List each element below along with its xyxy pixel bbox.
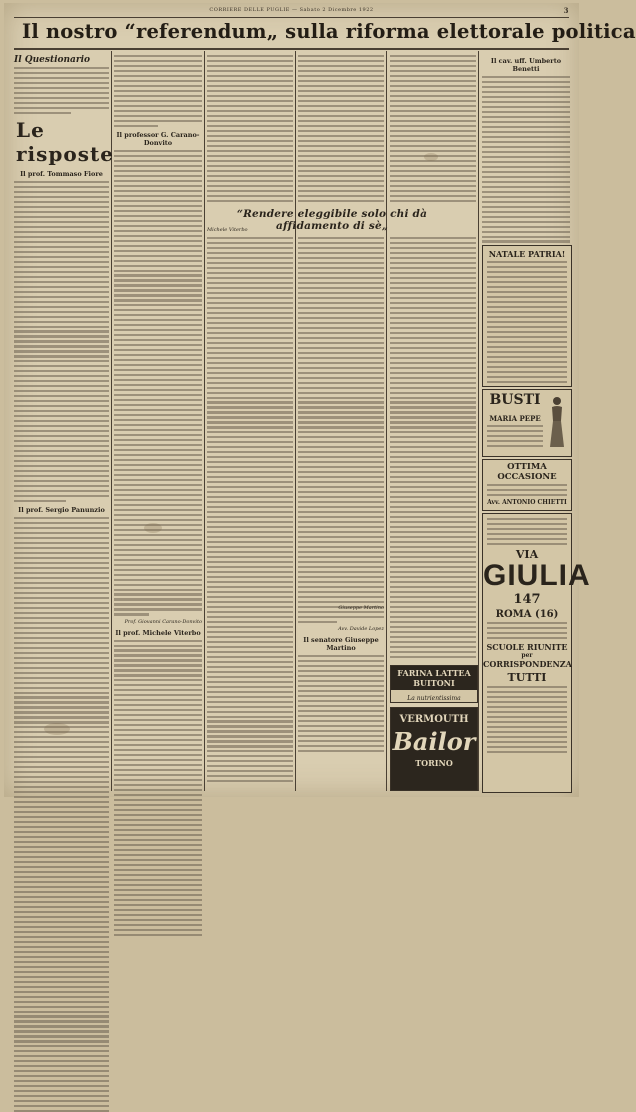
newspaper-page: [4, 3, 636, 797]
text-block: [114, 640, 202, 936]
text-block: [390, 55, 476, 202]
buitoni-ad: [390, 665, 478, 703]
column-5: [482, 53, 570, 243]
column-4b: [390, 235, 476, 659]
page-number: 3: [563, 6, 569, 15]
column-2: [114, 53, 202, 793]
column-rule: [386, 51, 387, 791]
text-block: [114, 55, 202, 127]
questionnaire-subhead: Il Questionario: [14, 55, 91, 65]
column-4-bottom: [298, 603, 384, 643]
byline: Il prof. Sergio Panunzio: [18, 506, 105, 515]
text-block: [207, 237, 293, 782]
top-rule: [14, 17, 569, 18]
main-headline: Il nostro “referendum„ sulla riforma elettorale politica: [22, 20, 636, 43]
section-headline: “Rendere eleggibile solo chi dà affidamento di sè„: [236, 208, 428, 232]
text-block: [483, 261, 571, 383]
giulia-number: 147: [513, 592, 541, 608]
vermouth-ad: [390, 707, 478, 791]
text-block: [14, 67, 109, 114]
natale-title: NATALE PATRIA!: [488, 249, 566, 259]
column-rule: [295, 51, 296, 791]
column-rule: [204, 51, 205, 791]
text-block: [482, 76, 570, 268]
giulia-school: SCUOLE RIUNITE: [486, 642, 568, 653]
giulia-title: GIULIA: [483, 559, 591, 593]
column-3-upper: [207, 53, 293, 203]
vermouth-brand: Bailor: [392, 727, 476, 756]
signature: Avv. Davide Lopez: [338, 625, 384, 632]
text-block: [390, 237, 476, 658]
byline: Il prof. Michele Viterbo: [115, 628, 201, 637]
text-block: [483, 686, 571, 753]
giulia-per: per: [521, 652, 533, 660]
text-block: [483, 622, 571, 639]
headline-rule: [14, 48, 569, 50]
paper-stain: [424, 153, 438, 161]
signature: Prof. Giovanni Carano-Donvito: [124, 618, 202, 625]
text-block: [298, 237, 384, 623]
paper-stain: [144, 523, 162, 533]
giulia-city: ROMA (16): [495, 609, 559, 621]
running-head: [14, 7, 569, 16]
corset-figure-icon: [546, 395, 568, 451]
byline: Il senatore Giuseppe Martino: [303, 635, 379, 652]
giulia-all: TUTTI: [507, 671, 547, 685]
column-4-lower: [298, 235, 384, 652]
text-block: [14, 517, 109, 1112]
text-block: [298, 55, 384, 202]
byline: Il prof. Tommaso Fiore: [20, 169, 103, 178]
natale-patria-ad: [482, 245, 572, 387]
busti-name: MARIA PEPE: [489, 414, 541, 423]
ottima-occasione-ad: [482, 459, 572, 511]
buitoni-title: FARINA LATTEA BUITONI: [391, 666, 477, 690]
column-1: [14, 53, 114, 793]
text-block: [298, 655, 384, 752]
text-block: [114, 150, 202, 616]
signature: Michele Viterbo: [207, 227, 248, 233]
text-block: [207, 55, 293, 202]
byline: Il professor G. Carano-Donvito: [116, 130, 200, 147]
signature: Giuseppe Martino: [338, 605, 384, 611]
text-block: [483, 484, 571, 496]
column-rule: [478, 51, 479, 791]
vermouth-city: TORINO: [415, 758, 453, 768]
occasione-title: OTTIMA OCCASIONE: [497, 462, 557, 482]
column-3-lower: [207, 235, 293, 793]
section-title: Le risposte: [16, 117, 114, 166]
buitoni-subtitle: La nutrientissima: [407, 695, 461, 702]
byline: Il cav. uff. Umberto Benetti: [490, 57, 562, 73]
column-4-upper: [298, 53, 384, 203]
column-4b-upper: [390, 53, 476, 203]
vermouth-title: VERMOUTH: [399, 714, 469, 725]
paper-stain: [44, 723, 70, 735]
running-head-text: CORRIERE DELLE PUGLIE — Sabato 2 Dicembre 1922: [209, 7, 374, 13]
text-block: [14, 181, 109, 502]
busti-title: BUSTI: [489, 392, 541, 408]
giulia-via-label: VIA: [515, 548, 539, 562]
via-giulia-ad: [482, 513, 591, 793]
text-block: [483, 516, 571, 545]
busti-ad: [482, 389, 572, 457]
occasione-name: Avv. ANTONIO CHIETTI: [487, 499, 567, 507]
giulia-mode: CORRISPONDENZA: [483, 659, 572, 670]
